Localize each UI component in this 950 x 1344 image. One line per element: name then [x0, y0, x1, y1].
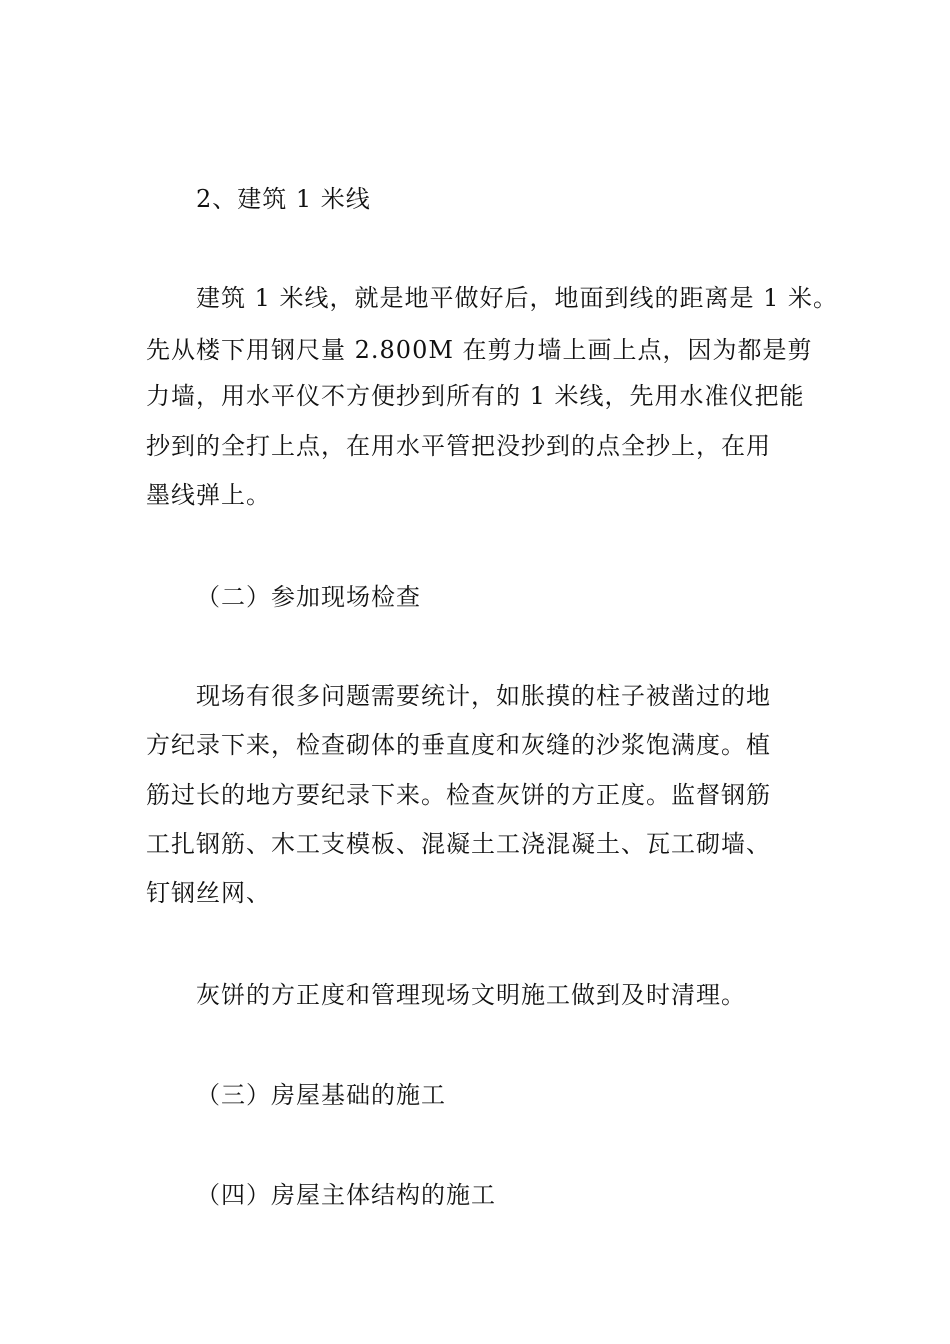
paragraph-line: 方纪录下来，检查砌体的垂直度和灰缝的沙浆饱满度。植 — [146, 731, 771, 759]
paragraph-line: 筋过长的地方要纪录下来。检查灰饼的方正度。监督钢筋 — [146, 781, 771, 809]
section-heading-main-structure: （四）房屋主体结构的施工 — [196, 1181, 496, 1209]
section-heading-site-inspection: （二）参加现场检查 — [196, 583, 421, 611]
paragraph-line: 建筑 1 米线，就是地平做好后，地面到线的距离是 1 米。 — [196, 284, 839, 312]
section-heading-1-meter-line: 2、建筑 1 米线 — [196, 185, 371, 213]
paragraph-line: 工扎钢筋、木工支模板、混凝土工浇混凝土、瓦工砌墙、 — [146, 830, 771, 858]
paragraph-line: 墨线弹上。 — [146, 481, 271, 509]
paragraph-site-management: 灰饼的方正度和管理现场文明施工做到及时清理。 — [196, 981, 746, 1009]
paragraph-line: 力墙，用水平仪不方便抄到所有的 1 米线，先用水准仪把能 — [146, 382, 805, 410]
section-heading-foundation: （三）房屋基础的施工 — [196, 1081, 446, 1109]
paragraph-line: 先从楼下用钢尺量 2.800M 在剪力墙上画上点，因为都是剪 — [146, 336, 813, 364]
paragraph-line: 现场有很多问题需要统计，如胀摸的柱子被凿过的地 — [196, 682, 771, 710]
paragraph-line: 钉钢丝网、 — [146, 879, 271, 907]
paragraph-line: 抄到的全打上点，在用水平管把没抄到的点全抄上，在用 — [146, 432, 771, 460]
